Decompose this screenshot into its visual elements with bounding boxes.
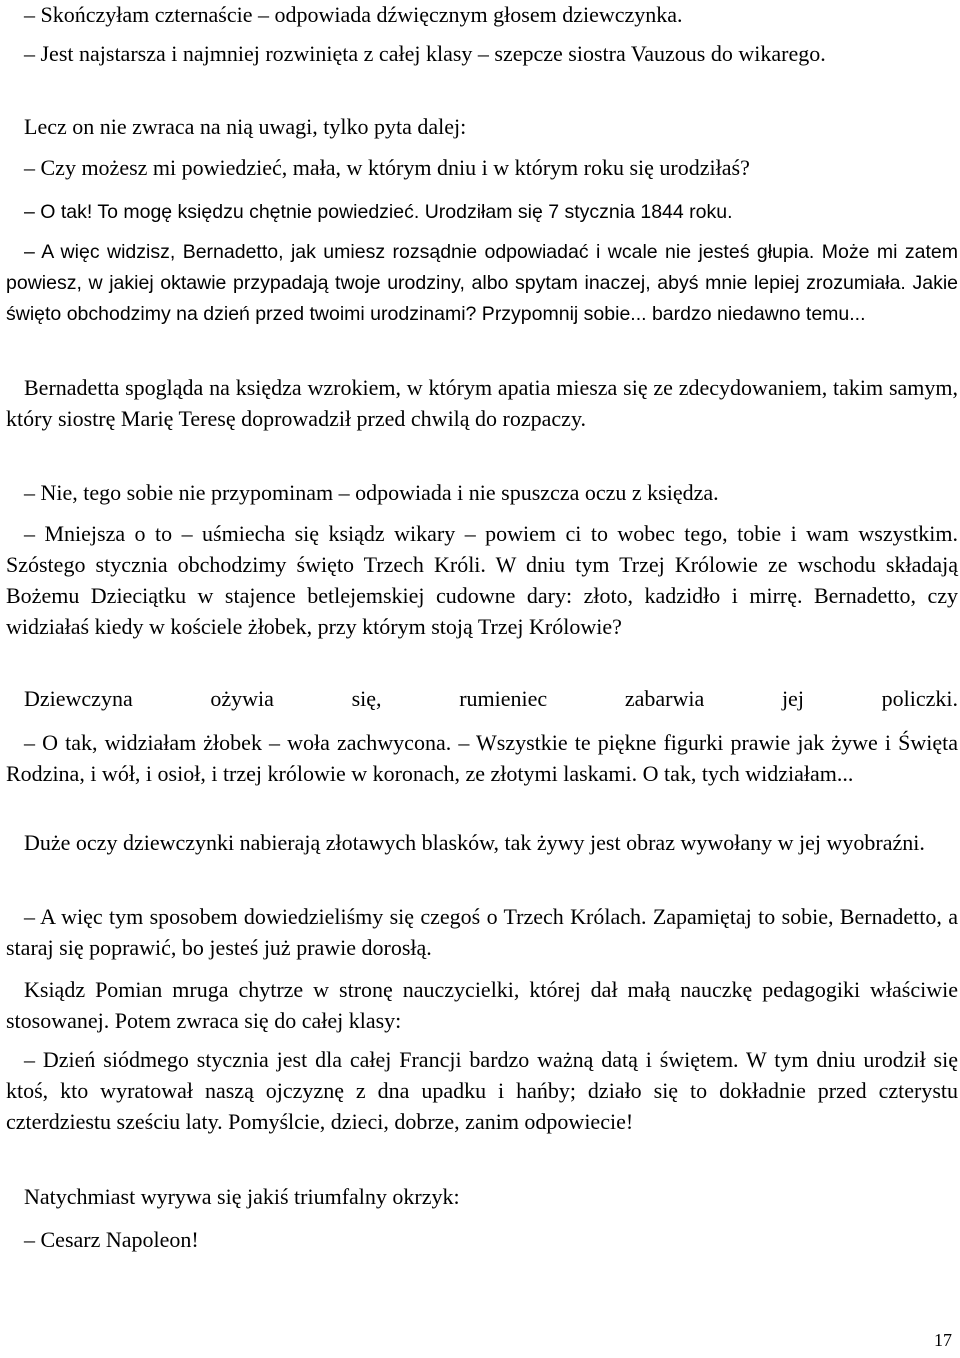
paragraph-6: – A więc widzisz, Bernadetto, jak umiesz rozsądnie odpowiadać i wcale nie jesteś głupia. Może mi zatem powiesz, w jakiej oktawie przypadają twoje urodziny, albo spytam inaczej, abyś mnie lepiej zrozumiała. Jakie święto obchodzimy na dzień przed twoimi urodzinami? Przypomnij sobie... bardzo niedawno temu... [6, 241, 958, 325]
paragraph-16: Natychmiast wyrywa się jakiś triumfalny okrzyk: [24, 1184, 460, 1209]
paragraph-7: Bernadetta spogląda na księdza wzrokiem, w którym apatia miesza się ze zdecydowaniem, takim samym, który siostrę Marię Teresę doprowadził przed chwilą do rozpaczy. [6, 375, 958, 431]
paragraph-2: – Jest najstarsza i najmniej rozwinięta z całej klasy – szepcze siostra Vauzous do wikarego. [24, 41, 826, 66]
paragraph-3: Lecz on nie zwraca na nią uwagi, tylko pyta dalej: [24, 114, 467, 139]
paragraph-12: Duże oczy dziewczynki nabierają złotawych blasków, tak żywy jest obraz wywołany w jej wyobraźni. [24, 830, 925, 855]
paragraph-9: – Mniejsza o to – uśmiecha się ksiądz wikary – powiem ci to wobec tego, tobie i wam wszystkim. Szóstego stycznia obchodzimy święto Trzech Króli. W dniu tym Trzej Królowie ze wschodu składają Bożemu Dzieciątku w stajence betlejemskiej cudowne dary: złoto, kadzidło i mirrę. Bernadetto, czy widziałaś kiedy w kościele żłobek, przy którym stoją Trzej Królowie? [6, 521, 958, 639]
paragraph-8: – Nie, tego sobie nie przypominam – odpowiada i nie spuszcza oczu z księdza. [24, 480, 719, 505]
paragraph-10: Dziewczyna ożywia się, rumieniec zabarwia jej policzki. [24, 686, 958, 711]
paragraph-17: – Cesarz Napoleon! [24, 1227, 199, 1252]
paragraph-14: Ksiądz Pomian mruga chytrze w stronę nauczycielki, której dał małą nauczkę pedagogiki właściwie stosowanej. Potem zwraca się do całej klasy: [6, 977, 958, 1033]
paragraph-5: – O tak! To mogę księdzu chętnie powiedzieć. Urodziłam się 7 stycznia 1844 roku. [24, 201, 733, 223]
paragraph-4: – Czy możesz mi powiedzieć, mała, w którym dniu i w którym roku się urodziłaś? [24, 155, 750, 180]
page-number: 17 [934, 1330, 952, 1350]
paragraph-1: – Skończyłam czternaście – odpowiada dźwięcznym głosem dziewczynka. [24, 2, 683, 27]
paragraph-15: – Dzień siódmego stycznia jest dla całej Francji bardzo ważną datą i świętem. W tym dniu urodził się ktoś, kto wyratował naszą ojczyznę z dna upadku i hańby; działo się to dokładnie przed czterystu czterdziestu sześciu laty. Pomyślcie, dzieci, dobrze, zanim odpowiecie! [6, 1047, 958, 1134]
paragraph-11: – O tak, widziałam żłobek – woła zachwycona. – Wszystkie te piękne figurki prawie jak żywe i Święta Rodzina, i wół, i osioł, i trzej królowie w koronach, ze złotymi laskami. O tak, tych widziałam... [6, 730, 958, 786]
paragraph-13: – A więc tym sposobem dowiedzieliśmy się czegoś o Trzech Królach. Zapamiętaj to sobie, Bernadetto, a staraj się poprawić, bo jesteś już prawie dorosłą. [6, 904, 958, 960]
